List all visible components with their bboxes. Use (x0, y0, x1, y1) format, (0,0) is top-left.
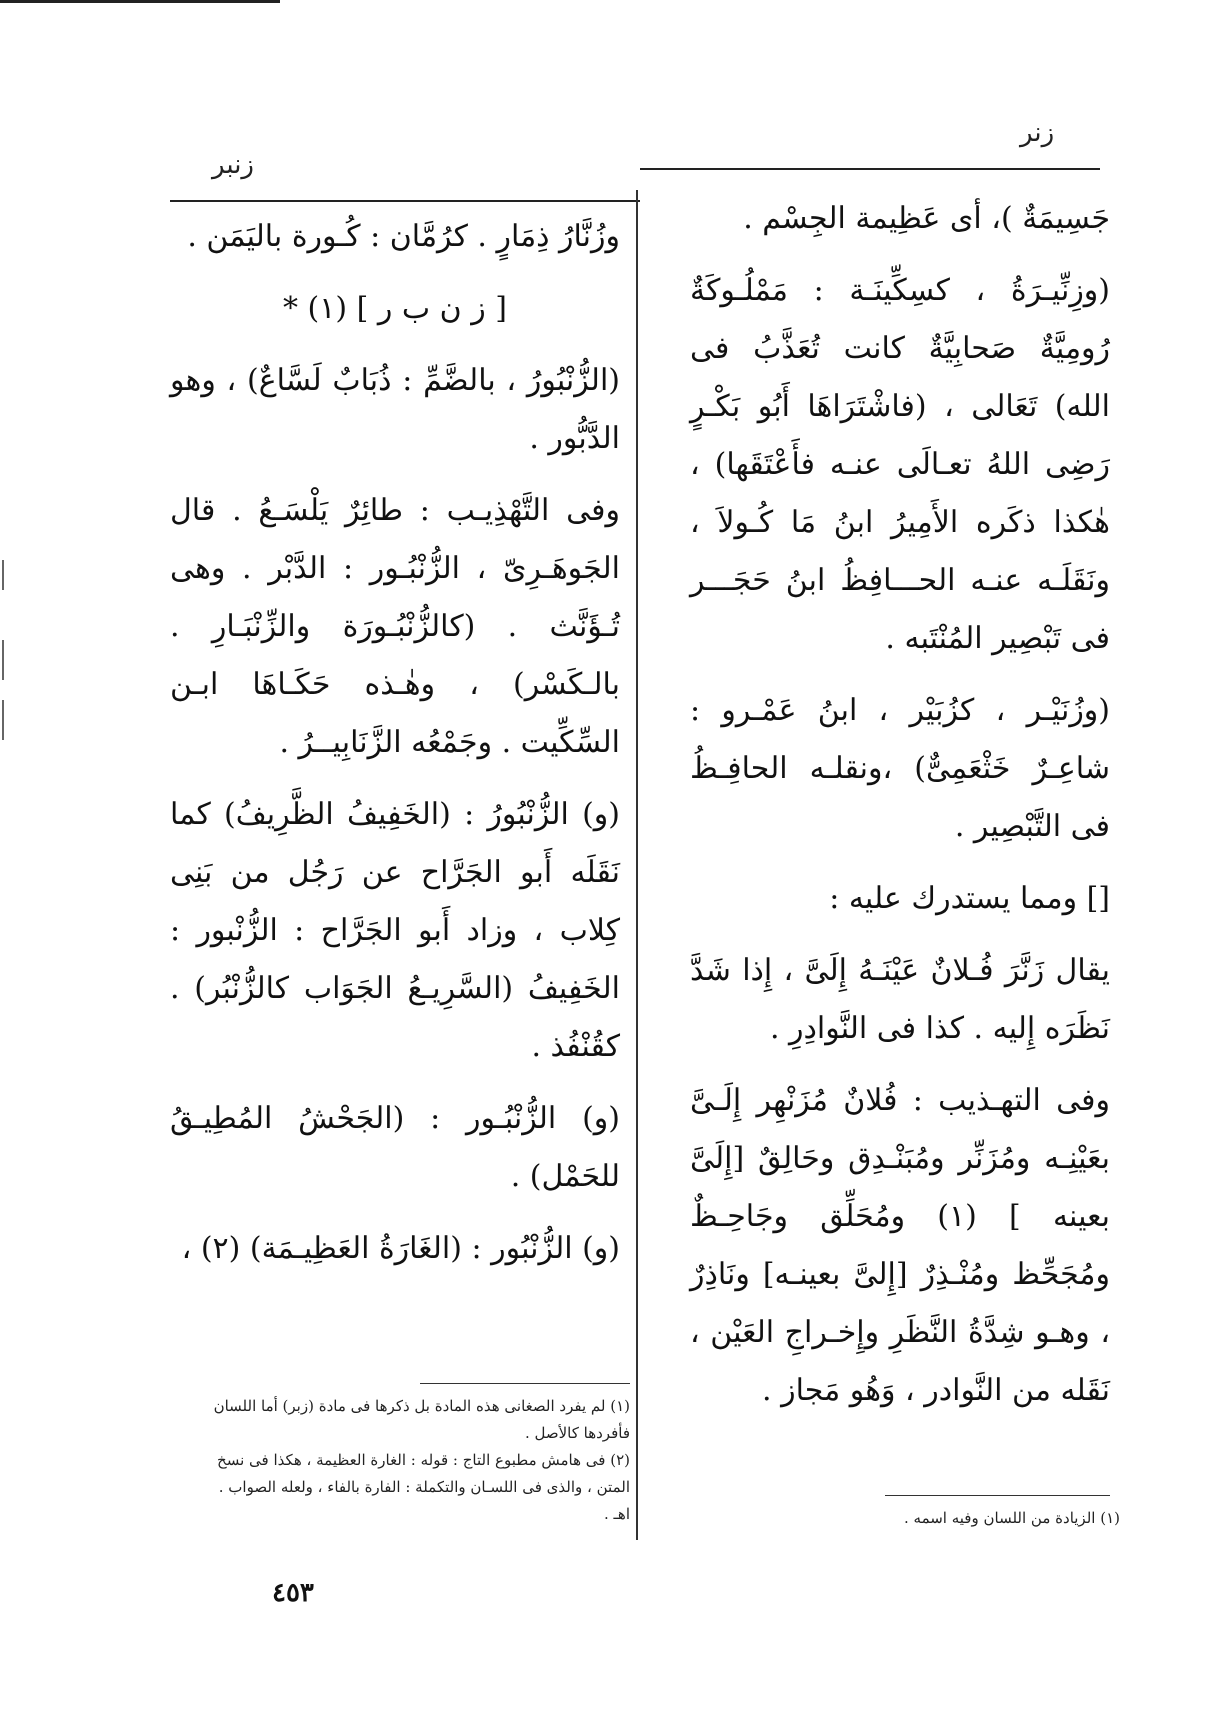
column-divider (636, 190, 638, 1540)
paragraph: (و) الزُّنْبُورُ : (الخَفِيفُ الظَّرِيفُ) كما نَقَلَه أَبو الجَرَّاح عن رَجُل من بَنِى كِلاب ، وزاد أَبو الجَرَّاح : الزُّنْبور : الخَفِيفُ (السَّرِيـعُ الجَوَاب كالزُّنْبُر) . كقُنْفُذ . (170, 797, 620, 1064)
right-column (690, 190, 1110, 1434)
left-column (170, 208, 620, 1292)
paragraph: وزُنَّارُ ذِمَارٍ . كرُمَّان : كُـورة باليَمَن . (187, 219, 620, 254)
footnotes-right (880, 1505, 1120, 1532)
footnote: (١) الزيادة من اللسان وفيه اسمه . (903, 1509, 1120, 1527)
running-header-right: زنر (1020, 118, 1055, 148)
entry-heading: [ ز ن ب ر ] (١) * (283, 291, 507, 326)
footnote-rule-right (885, 1495, 1110, 1496)
paragraph: (وزُنَيْـر ، كزُبَيْر ، ابنُ عَمْـرو : شاعِـرٌ خَثْعَمِىٌّ) ،ونقلـه الحافِـظُ فى التَّبْصِير . (690, 693, 1110, 844)
paragraph: وفى التَّهْذِيـب : طائِرٌ يَلْسَـعُ . قال الجَوهَـرِىّ ، الزُّنْبُـور : الدَّبْر . وهى تُـؤَنَّث . (كالزُّنْبُـورَة والزِّنْبَـارِ . بالـكَسْر) ، وهٰـذه حَكَـاهَا ابـن السِّكِّيت . وجَمْعُه الزَّنَابِيــرُ . (170, 493, 620, 760)
paragraph: (الزُّنْبُورُ ، بالضَّمِّ : ذُبَابٌ لَسَّاعٌ) ، وهو الدَّبُّور . (170, 363, 620, 456)
header-rule-right (640, 168, 1100, 170)
running-header-left: زنبر (212, 150, 254, 180)
paragraph: وفى التهـذيب : فُلانٌ مُزَنْهِر إِلَـىَّ بعَيْنِـه ومُزَنِّر ومُبَنْـدِق وحَالِقٌ [إِلَىَّ بعينه ] (١) ومُحَلِّق وجَاحِـظٌ ومُجَحِّظ ومُنْـذِرٌ [إِلىَّ بعينـه] ونَاذِرٌ ، وهـو شِدَّةُ النَّظَرِ وإِخـراجِ العَيْن ، نَقَله من النَّوادر ، وَهُو مَجاز . (690, 1083, 1110, 1408)
paragraph: (و) الزُّنْبُـور : (الجَحْشُ المُطِيـقُ للحَمْل) . (170, 1101, 620, 1194)
paragraph: (و) الزُّنْبُور : (الغَارَةُ العَظِيـمَة) (٢) ، (181, 1231, 620, 1266)
paragraph: يقال زَنَّرَ فُـلانٌ عَيْنَـهُ إِلَىَّ ، إِذا شَدَّ نَظَرَه إِليه . كذا فى النَّوادِرِ . (690, 953, 1110, 1046)
page-number: ٤٥٣ (272, 1578, 314, 1608)
footnote-rule-left (420, 1383, 630, 1384)
scan-edge-mark (2, 640, 4, 680)
paragraph: [] ومما يستدرك عليه : (829, 881, 1110, 916)
paragraph: (وزِنِّيـرَةُ ، كسِكِّينَـة : مَمْلُـوكَةٌ رُومِيَّةٌ صَحابِيَّةٌ كانت تُعَذَّبُ فى الله) تَعَالى ، (فاشْتَرَاهَا أَبُو بَكْـرٍ رَضِى اللهُ تعـالَى عنـه فأَعْتَقَها) ، هٰكذا ذكَره الأَمِيرُ ابنُ مَا كُـولاَ ، ونَقَلَـه عنـه الحـــافِظُ ابنُ حَجَـــر فى تَبْصِير المُنْتَبه . (690, 273, 1110, 656)
scan-edge-mark (2, 560, 4, 590)
header-rule-left (170, 200, 640, 202)
top-edge-rule (0, 0, 280, 17)
scan-edge-mark (2, 700, 4, 740)
footnote: (٢) فى هامش مطبوع التاج : قوله : الغارة العظيمة ، هكذا فى نسخ المتن ، والذى فى اللسـان والتكملة : الفارة بالفاء ، ولعله الصواب . اهـ . (217, 1451, 630, 1523)
paragraph: جَسِيمَةٌ )، أى عَظِيمة الجِسْم . (743, 201, 1110, 236)
footnote: (١) لم يفرد الصغانى هذه المادة بل ذكرها فى مادة (زبر) أما اللسان فأفردها كالأصل . (213, 1397, 630, 1442)
footnotes-left (200, 1393, 630, 1528)
